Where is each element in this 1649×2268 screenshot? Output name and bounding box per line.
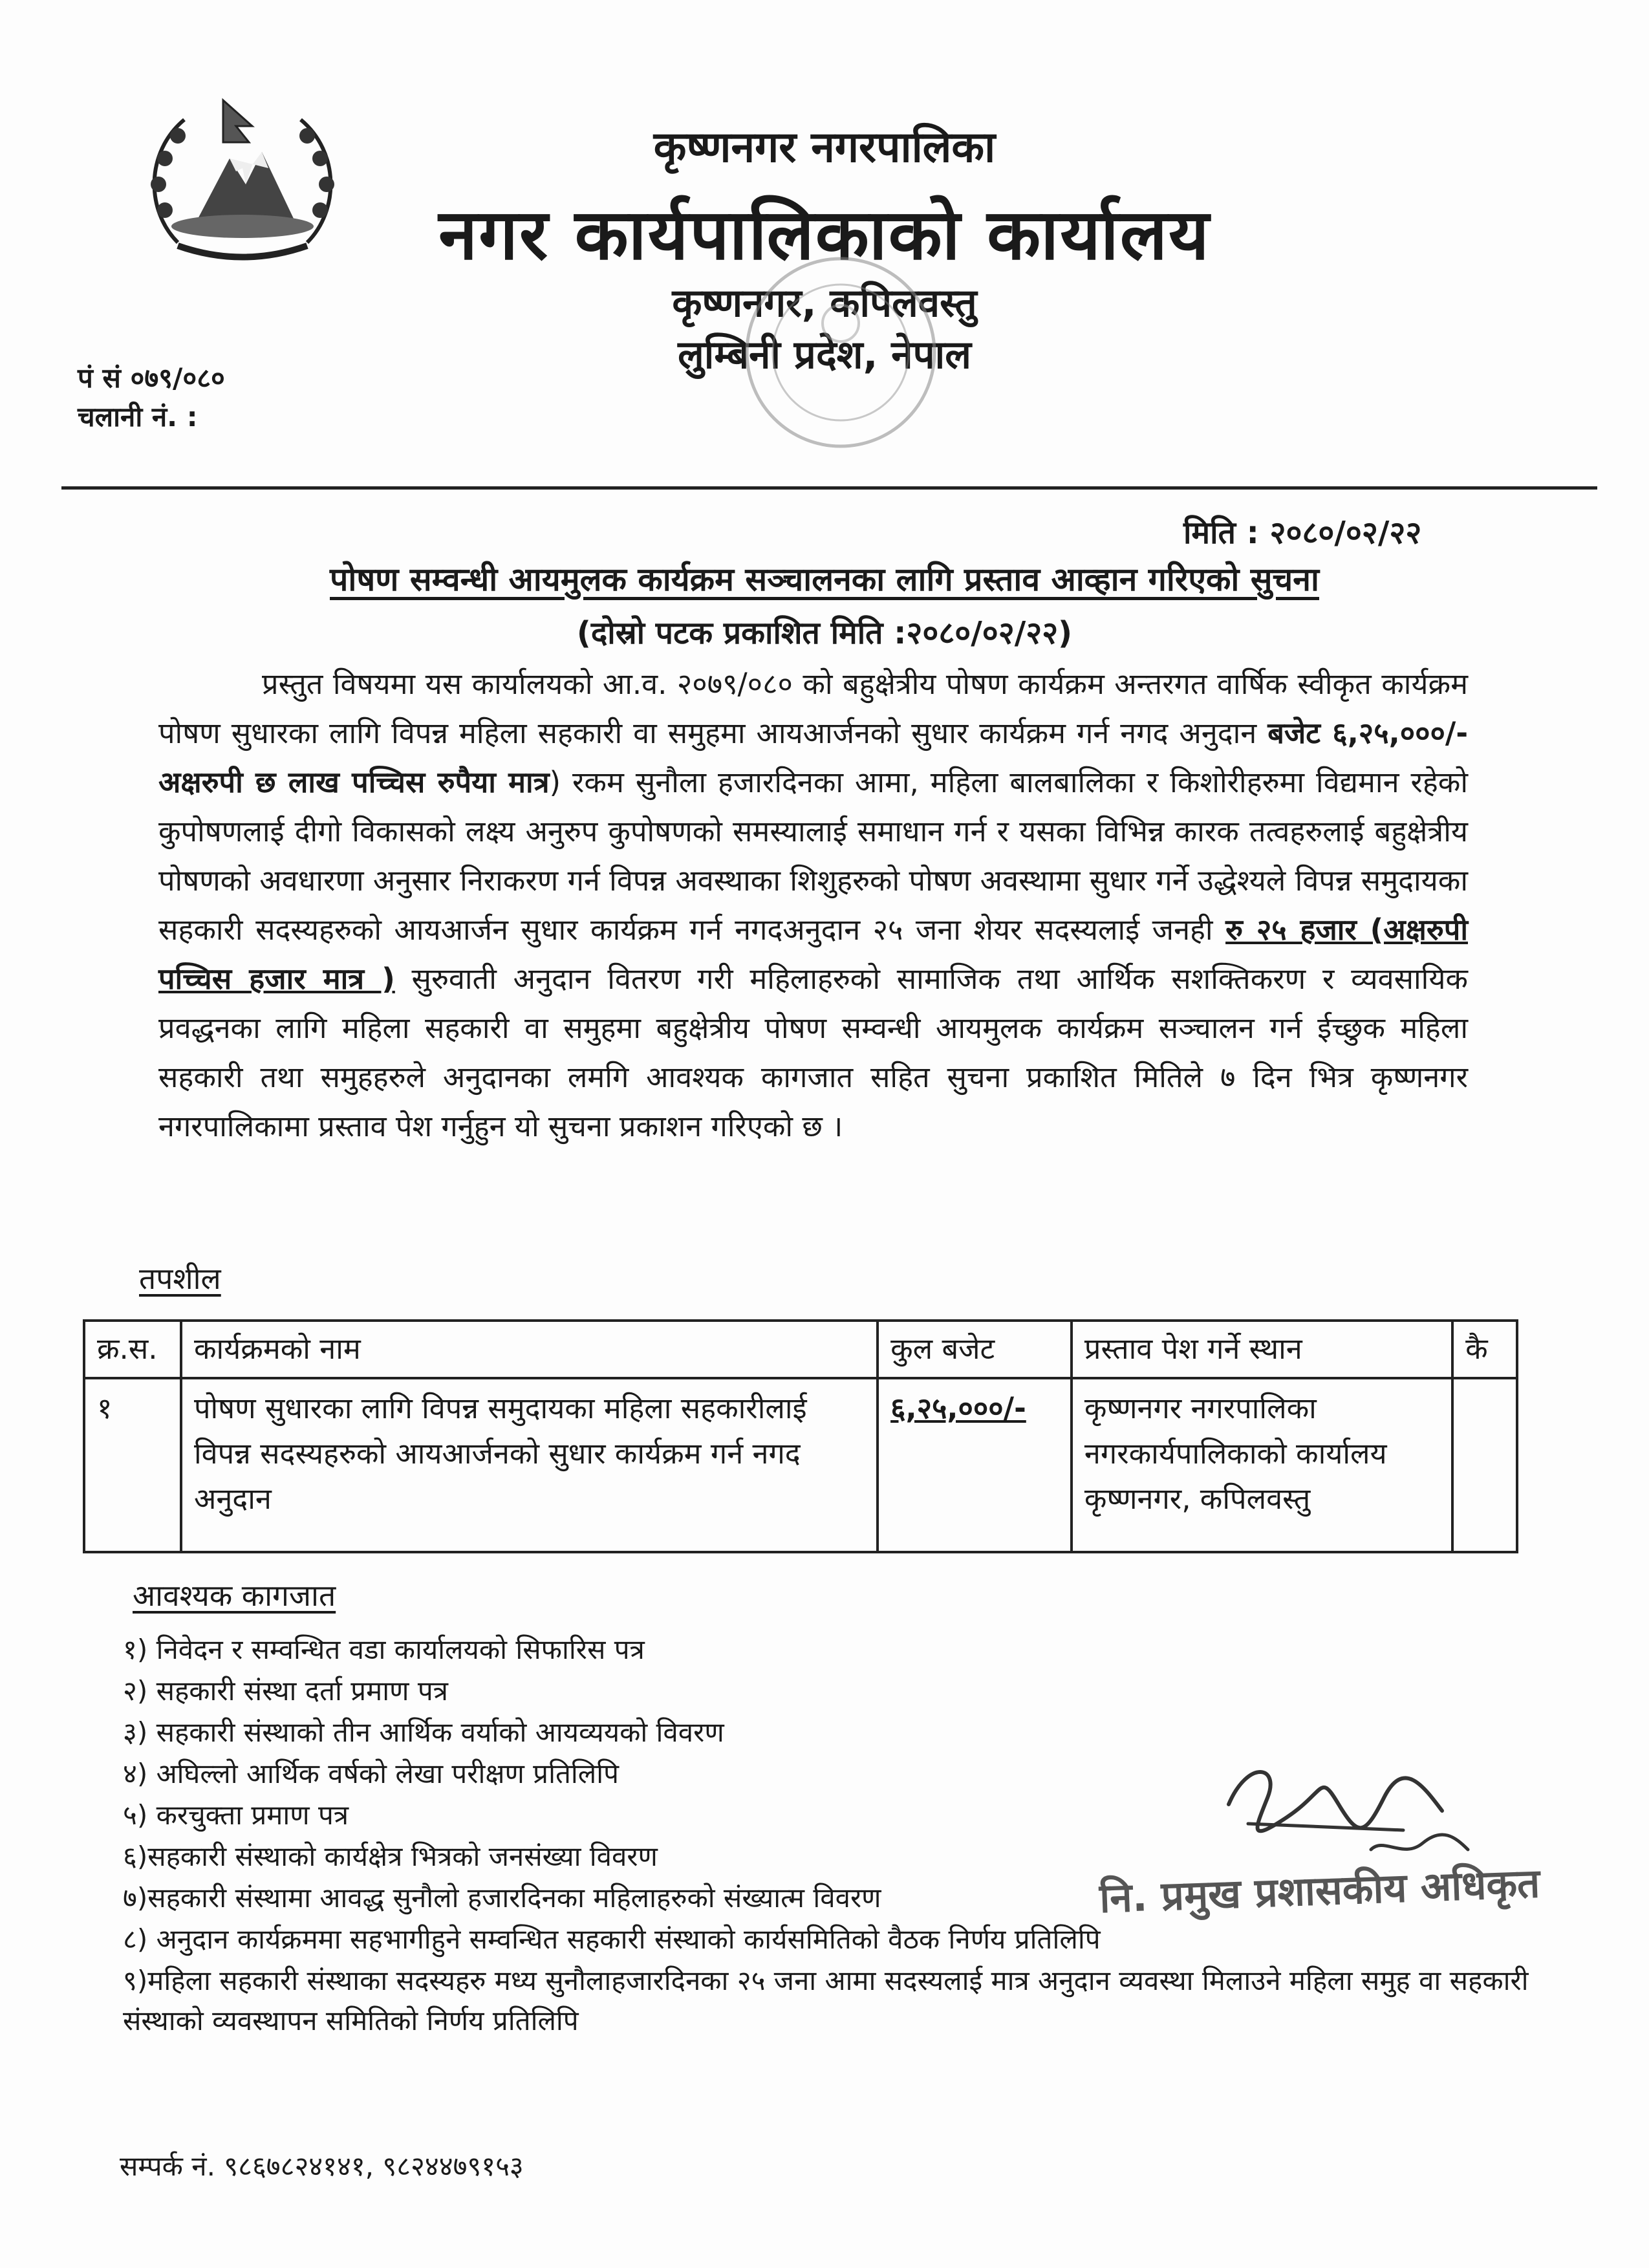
contact-numbers: सम्पर्क नं. ९८६७८२४१४१, ९८२४४७९१५३ bbox=[120, 2150, 524, 2182]
budget-amount-text: बजेट ६,२५,०००/-अक्षरुपी छ लाख पच्चिस रुपैया मात्र bbox=[158, 716, 1469, 799]
notice-subtitle: (दोस्रो पटक प्रकाशित मिति :२०८०/०२/२२) bbox=[576, 615, 1073, 651]
table-header-row bbox=[84, 1321, 1517, 1378]
per-member-grant-text: रु २५ हजार (अक्षरुपी पच्चिस हजार मात्र ) bbox=[158, 913, 1468, 996]
list-item: ३) सहकारी संस्थाको तीन आर्थिक वर्याको आयव्ययको विवरण bbox=[123, 1716, 724, 1748]
required-documents-label: आवश्यक कागजात bbox=[133, 1578, 336, 1613]
header-divider bbox=[61, 486, 1597, 490]
budget-value: ६,२५,०००/- bbox=[890, 1391, 1026, 1425]
office-province: लुम्बिनी प्रदेश, नेपाल bbox=[678, 332, 971, 378]
notice-date: मिति : २०८०/०२/२२ bbox=[1183, 515, 1422, 551]
dispatch-number: चलानी नं. : bbox=[78, 401, 198, 433]
list-item: ९)महिला सहकारी संस्थाका सदस्यहरु मध्य सुनौलाहजारदिनका २५ जना आमा सदस्यलाई मात्र अनुदान व्यवस्था मिलाउने महिला समुह वा सहकारी संस्थाको व्यवस्थापन समितिको निर्णय प्रतिलिपि bbox=[123, 1965, 1529, 2036]
list-item: २) सहकारी संस्था दर्ता प्रमाण पत्र bbox=[123, 1675, 448, 1707]
schedule-table bbox=[83, 1319, 1518, 1553]
cell-place: कृष्णनगर नगरपालिका नगरकार्यपालिकाको कार्यालय कृष्णनगर, कपिलवस्तु bbox=[1072, 1378, 1452, 1552]
column-header-sn: क्र.स. bbox=[84, 1321, 181, 1378]
cell-remarks bbox=[1452, 1378, 1517, 1552]
reference-number: पं सं ०७९/०८० bbox=[78, 362, 225, 394]
cell-budget bbox=[878, 1378, 1072, 1552]
cell-program: पोषण सुधारका लागि विपन्न समुदायका महिला सहकारीलाई विपन्न सदस्यहरुको आयआर्जनको सुधार कार्यक्रम गर्न नगद अनुदान bbox=[181, 1378, 878, 1552]
list-item: ७)सहकारी संस्थामा आवद्ध सुनौलो हजारदिनका महिलाहरुको संख्यात्म विवरण bbox=[123, 1882, 881, 1914]
list-item: ४) अघिल्लो आर्थिक वर्षको लेखा परीक्षण प्रतिलिपि bbox=[123, 1758, 619, 1789]
org-name: कृष्णनगर नगरपालिका bbox=[653, 122, 996, 172]
table-row bbox=[84, 1378, 1517, 1552]
cell-sn: १ bbox=[84, 1378, 181, 1552]
office-name: नगर कार्यपालिकाको कार्यालय bbox=[438, 195, 1211, 275]
column-header-place: प्रस्ताव पेश गर्ने स्थान bbox=[1072, 1321, 1452, 1378]
officer-title-stamp: नि. प्रमुख प्रशासकीय अधिकृत bbox=[1098, 1859, 1541, 1922]
column-header-remarks: कै bbox=[1452, 1321, 1517, 1378]
list-item: ६)सहकारी संस्थाको कार्यक्षेत्र भित्रको जनसंख्या विवरण bbox=[123, 1841, 658, 1872]
notice-title-wrap bbox=[0, 556, 1649, 600]
office-address: कृष्णनगर, कपिलवस्तु bbox=[672, 281, 977, 326]
signature bbox=[1209, 1746, 1481, 1875]
list-item: ५) करचुक्ता प्रमाण पत्र bbox=[123, 1799, 349, 1831]
column-header-budget: कुल बजेट bbox=[878, 1321, 1072, 1378]
schedule-label: तपशील bbox=[139, 1261, 221, 1296]
notice-body bbox=[158, 660, 1468, 1151]
body-text-part1: प्रस्तुत विषयमा यस कार्यालयको आ.व. २०७९/०८० को बहुक्षेत्रीय पोषण कार्यक्रम अन्तरगत वार्षिक स्वीकृत कार्यक्रम पोषण सुधारका लागि विपन्न महिला सहकारी वा समुहमा आयआर्जनको सुधार कार्यक्रम गर्न नगद अनुदान bbox=[158, 667, 1468, 750]
office-stamp bbox=[737, 246, 944, 459]
notice-title: पोषण सम्वन्धी आयमुलक कार्यक्रम सञ्चालनका लागि प्रस्ताव आव्हान गरिएको सुचना bbox=[330, 561, 1319, 598]
list-item: ८) अनुदान कार्यक्रममा सहभागीहुने सम्वन्धित सहकारी संस्थाको कार्यसमितिको वैठक निर्णय प्रतिलिपि bbox=[123, 1923, 1101, 1955]
column-header-program: कार्यक्रमको नाम bbox=[181, 1321, 878, 1378]
list-item: १) निवेदन र सम्वन्धित वडा कार्यालयको सिफारिस पत्र bbox=[123, 1634, 645, 1665]
body-text-part2: ) रकम सुनौला हजारदिनका आमा, महिला बालबालिका र किशोरीहरुमा विद्यमान रहेको कुपोषणलाई दीगो विकासको लक्ष्य अनुरुप कुपोषणको समस्यालाई समाधान गर्न र यसका विभिन्न कारक तत्वहरुलाई बहुक्षेत्रीय पोषणको अवधारणा अनुसार निराकरण गर्न विपन्न अवस्थाका शिशुहरुको पोषण अवस्थामा सुधार गर्ने उद्धेश्यले विपन्न समुदायका सहकारी सदस्यहरुको आयआर्जन सुधार कार्यक्रम गर्न नगदअनुदान २५ जना शेयर सदस्यलाई जनही bbox=[158, 765, 1469, 947]
body-text-part3: सुरुवाती अनुदान वितरण गरी महिलाहरुको सामाजिक तथा आर्थिक सशक्तिकरण र व्यवसायिक प्रवद्धनका लागि महिला सहकारी वा समुहमा बहुक्षेत्रीय पोषण सम्वन्धी आयमुलक कार्यक्रम सञ्चालन गर्न ईच्छुक महिला सहकारी तथा समुहहरुले अनुदानका लमगि आवश्यक कागजात सहित सुचना प्रकाशित मितिले ७ दिन भित्र कृष्णनगर नगरपालिकामा प्रस्ताव पेश गर्नुहुन यो सुचना प्रकाशन गरिएको छ । bbox=[158, 962, 1468, 1143]
